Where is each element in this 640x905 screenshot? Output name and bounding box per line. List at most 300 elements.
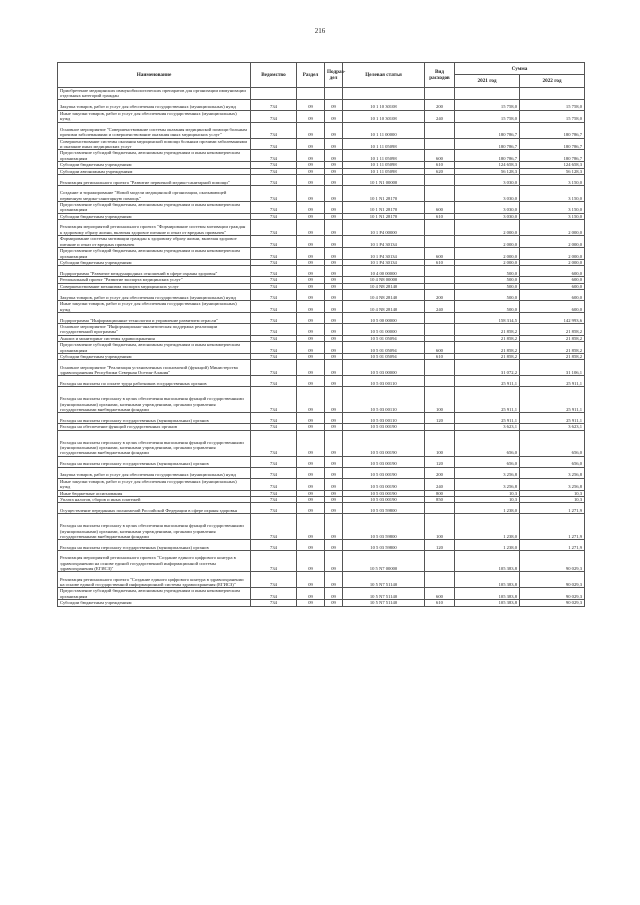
table-row [58,467,585,478]
cell-section: 09 [297,312,325,323]
cell-target: 10 5 00 00000 [343,312,425,323]
table-row [58,342,585,354]
cell-subsection: 09 [325,360,343,376]
cell-amount-2022: 21 858,2 [520,323,585,335]
cell-department: 734 [251,99,297,110]
cell-subsection: 09 [325,290,343,301]
cell-amount-2022: 600,0 [520,290,585,301]
cell-subsection: 09 [325,572,343,588]
cell-target: 10 5 03 00190 [343,456,425,467]
cell-name: Субсидии бюджетным учреждениям [58,600,251,606]
table-row [58,99,585,110]
cell-amount-2021: 105 383,8 [455,600,520,606]
cell-amount-2022: 2 000,0 [520,259,585,265]
table-row [58,88,585,100]
cell-amount-2021: 500,0 [455,301,520,313]
cell-name: Региональный проект "Развитие экспорта медицинских услуг" [58,277,251,283]
cell-name: Предоставление субсидий бюджетным, автономным учреждениям и иным некоммерческим организациям [58,150,251,162]
cell-amount-2021: 10,3 [455,490,520,496]
cell-section: 09 [297,213,325,219]
cell-amount-2022: 90 029,3 [520,588,585,600]
cell-expense-type [425,122,455,138]
cell-amount-2022: 656,0 [520,456,585,467]
cell-subsection: 09 [325,503,343,514]
cell-name: Расходы на обеспечение функций государственных органов [58,424,251,430]
table-row [58,430,585,456]
cell-subsection: 09 [325,323,343,335]
budget-table [57,62,585,607]
cell-target [343,88,425,100]
cell-name: Предоставление субсидий бюджетным, автономным учреждениям и иным некоммерческим организациям [58,588,251,600]
cell-target: 10 5 03 00190 [343,467,425,478]
cell-name: Предоставление субсидий бюджетным, автономным учреждениям и иным некоммерческим организациям [58,202,251,214]
cell-department: 734 [251,540,297,551]
cell-department: 734 [251,335,297,341]
header-year-2022: 2022 год [520,75,585,88]
cell-name: Расходы на выплаты персоналу в целях обеспечения выполнения функций государственными (муниципальными) органами, казенными учреждениями, органами управления государственными внебюджетными фондами [58,514,251,540]
cell-expense-type: 120 [425,540,455,551]
table-body [58,88,585,607]
cell-target: 10 1 N1 28170 [343,202,425,214]
table-row [58,110,585,122]
cell-expense-type [425,266,455,277]
cell-amount-2022: 10,3 [520,497,585,503]
cell-section: 09 [297,266,325,277]
cell-section: 09 [297,490,325,496]
cell-expense-type: 610 [425,162,455,168]
cell-name: Основное мероприятие "Реализация установленных полномочий (функций) Министерства здравоохранения Республики Северная Осетия-Алания" [58,360,251,376]
cell-amount-2022: 600,0 [520,301,585,313]
cell-target: 10 5 03 59800 [343,540,425,551]
cell-name: Иные закупки товаров, работ и услуг для обеспечения государственных (муниципальных) нужд [58,478,251,490]
cell-expense-type: 200 [425,290,455,301]
cell-department: 734 [251,277,297,283]
cell-amount-2022: 31 106,1 [520,360,585,376]
cell-department: 734 [251,110,297,122]
cell-department: 734 [251,342,297,354]
cell-target: 10 1 11 00000 [343,122,425,138]
cell-expense-type: 610 [425,600,455,606]
cell-department: 734 [251,236,297,248]
cell-name: Совершенствование механизма экспорта медицинских услуг [58,283,251,289]
cell-department: 734 [251,168,297,174]
cell-department [251,88,297,100]
cell-department: 734 [251,312,297,323]
table-row [58,290,585,301]
cell-department: 734 [251,430,297,456]
cell-name: Закупка товаров, работ и услуг для обеспечения государственных (муниципальных) нужд [58,290,251,301]
cell-amount-2021: 180 786,7 [455,122,520,138]
cell-target: 10 5 03 00190 [343,490,425,496]
header-expense-type: Вид расходов [425,63,455,88]
cell-amount-2022: 15 758,0 [520,99,585,110]
cell-amount-2022: 25 911,1 [520,376,585,387]
table-row [58,514,585,540]
cell-subsection: 09 [325,277,343,283]
cell-subsection: 09 [325,467,343,478]
cell-name: Анализ и мониторинг системы здравоохранения [58,335,251,341]
cell-section: 09 [297,99,325,110]
cell-amount-2021: 3 030,0 [455,186,520,202]
cell-subsection: 09 [325,430,343,456]
cell-section: 09 [297,360,325,376]
cell-section: 09 [297,248,325,260]
table-row [58,376,585,387]
cell-amount-2022: 25 911,1 [520,413,585,424]
cell-department: 734 [251,387,297,413]
table-row [58,323,585,335]
header-amount: Сумма [455,63,585,75]
cell-section: 09 [297,122,325,138]
cell-section: 09 [297,283,325,289]
cell-target: 10 1 N1 28170 [343,186,425,202]
cell-section: 09 [297,540,325,551]
cell-expense-type [425,323,455,335]
cell-subsection: 09 [325,236,343,248]
cell-subsection: 09 [325,202,343,214]
table-row [58,540,585,551]
cell-expense-type: 120 [425,413,455,424]
table-row [58,456,585,467]
cell-target: 10 4 N8 28140 [343,283,425,289]
cell-section: 09 [297,110,325,122]
cell-subsection: 09 [325,376,343,387]
cell-amount-2022: 180 786,7 [520,122,585,138]
cell-amount-2021: 25 911,1 [455,413,520,424]
cell-section: 09 [297,503,325,514]
cell-section: 09 [297,572,325,588]
cell-name: Субсидии бюджетным учреждениям [58,162,251,168]
cell-name: Основное мероприятие "Совершенствование системы оказания медицинской помощи больным прочими заболеваниями и совершенствование оказания иных медицинских услуг" [58,122,251,138]
cell-amount-2021: 2 000,0 [455,259,520,265]
cell-section: 09 [297,335,325,341]
table-header [58,63,585,88]
cell-expense-type: 200 [425,467,455,478]
cell-department: 734 [251,376,297,387]
cell-subsection: 09 [325,162,343,168]
cell-subsection: 09 [325,540,343,551]
cell-amount-2022: 1 271,9 [520,514,585,540]
table-row [58,248,585,260]
cell-department: 734 [251,490,297,496]
cell-department: 734 [251,162,297,168]
cell-target: 10 4 00 00000 [343,266,425,277]
cell-target: 10 1 P4 30134 [343,259,425,265]
cell-amount-2021: 1 238,0 [455,540,520,551]
cell-expense-type: 240 [425,110,455,122]
cell-amount-2021: 21 858,2 [455,353,520,359]
cell-amount-2021: 500,0 [455,283,520,289]
cell-expense-type: 600 [425,588,455,600]
cell-amount-2022: 3 256,8 [520,467,585,478]
cell-expense-type [425,572,455,588]
cell-amount-2022: 90 029,3 [520,600,585,606]
cell-name: Расходы на выплаты по оплате труда работников государственных органов [58,376,251,387]
cell-section: 09 [297,413,325,424]
cell-department: 734 [251,588,297,600]
cell-amount-2021: 500,0 [455,290,520,301]
cell-department: 734 [251,138,297,150]
cell-subsection [325,88,343,100]
cell-target: 10 4 N8 28140 [343,290,425,301]
cell-name: Субсидии автономным учреждениям [58,168,251,174]
cell-expense-type [425,138,455,150]
cell-name: Предоставление субсидий бюджетным, автономным учреждениям и иным некоммерческим организациям [58,342,251,354]
cell-section: 09 [297,467,325,478]
cell-name: Осуществление переданных полномочий Российской Федерации в сфере охраны здоровья [58,503,251,514]
cell-subsection: 09 [325,168,343,174]
cell-subsection: 09 [325,588,343,600]
cell-target: 10 5 N7 51140 [343,572,425,588]
cell-target: 10 5 03 00190 [343,478,425,490]
cell-section: 09 [297,259,325,265]
cell-amount-2022: 600,0 [520,266,585,277]
cell-amount-2022: 3 256,8 [520,478,585,490]
cell-amount-2021: 1 238,0 [455,514,520,540]
cell-amount-2022: 2 000,0 [520,248,585,260]
cell-amount-2021: 105 383,8 [455,551,520,572]
cell-department: 734 [251,467,297,478]
cell-department: 734 [251,266,297,277]
cell-target: 10 1 10 30108 [343,110,425,122]
cell-amount-2021: 3 030,0 [455,175,520,186]
cell-target: 10 5 N7 51140 [343,600,425,606]
cell-expense-type: 610 [425,353,455,359]
cell-target: 10 5 03 00190 [343,430,425,456]
cell-subsection: 09 [325,248,343,260]
cell-section: 09 [297,551,325,572]
cell-amount-2021: 656,0 [455,430,520,456]
cell-target: 10 5 03 00000 [343,360,425,376]
cell-amount-2022: 3 623,1 [520,424,585,430]
cell-department: 734 [251,514,297,540]
cell-department: 734 [251,478,297,490]
cell-department: 734 [251,353,297,359]
cell-department: 734 [251,503,297,514]
cell-subsection: 09 [325,186,343,202]
cell-name: Реализация регионального проекта "Создание единого цифрового контура в здравоохранении на основе единой государственной информационной системы здравоохранения (ЕГИСЗ)" [58,572,251,588]
cell-target: 10 5 N7 51140 [343,588,425,600]
cell-section: 09 [297,220,325,236]
cell-section: 09 [297,162,325,168]
cell-target: 10 1 11 05098 [343,168,425,174]
cell-expense-type [425,503,455,514]
table-row [58,236,585,248]
cell-name: Закупка товаров, работ и услуг для обеспечения государственных (муниципальных) нужд [58,99,251,110]
cell-expense-type [425,360,455,376]
cell-amount-2022: 180 786,7 [520,138,585,150]
cell-amount-2021: 105 383,8 [455,588,520,600]
cell-section: 09 [297,290,325,301]
cell-subsection: 09 [325,497,343,503]
cell-name: Формирование системы мотивации граждан к здоровому образу жизни, включая здоровое питание и отказ от вредных привычек [58,236,251,248]
cell-expense-type: 600 [425,150,455,162]
cell-amount-2022: 1 271,9 [520,503,585,514]
header-target: Целевая статья [343,63,425,88]
table-row [58,312,585,323]
table-row [58,600,585,606]
cell-target: 10 5 01 05094 [343,335,425,341]
cell-name: Реализация мероприятий регионального проекта "Создание единого цифрового контура в здравоохранении на основе единой государственной информационной системы здравоохранения (ЕГИСЗ)" [58,551,251,572]
cell-target: 10 4 N8 28140 [343,301,425,313]
table-row [58,202,585,214]
cell-amount-2022: 656,0 [520,430,585,456]
cell-subsection: 09 [325,335,343,341]
cell-section: 09 [297,387,325,413]
cell-name: Субсидии бюджетным учреждениям [58,353,251,359]
cell-subsection: 09 [325,220,343,236]
cell-expense-type: 610 [425,259,455,265]
cell-amount-2022: 600,0 [520,283,585,289]
cell-department: 734 [251,186,297,202]
cell-target: 10 5 01 00000 [343,323,425,335]
cell-expense-type: 200 [425,99,455,110]
header-section: Раздел [297,63,325,88]
cell-name: Реализация мероприятий регионального проекта "Формирование системы мотивации граждан к здоровому образу жизни, включая здоровое питание и отказ от вредных привычек" [58,220,251,236]
cell-expense-type: 850 [425,497,455,503]
table-row [58,413,585,424]
cell-department: 734 [251,456,297,467]
cell-department: 734 [251,202,297,214]
cell-section: 09 [297,430,325,456]
cell-section: 09 [297,236,325,248]
cell-amount-2022: 3 150,0 [520,213,585,219]
cell-target: 10 5 03 59800 [343,503,425,514]
cell-subsection: 09 [325,213,343,219]
cell-subsection: 09 [325,490,343,496]
cell-name: Расходы на выплаты персоналу в целях обеспечения выполнения функций государственными (муниципальными) органами, казенными учреждениями, органами управления государственными внебюджетными фондами [58,387,251,413]
header-name: Наименование [58,63,251,88]
cell-section: 09 [297,277,325,283]
cell-amount-2021: 180 786,7 [455,138,520,150]
cell-subsection: 09 [325,387,343,413]
cell-amount-2022: 1 271,9 [520,540,585,551]
cell-expense-type: 100 [425,387,455,413]
cell-amount-2021: 25 911,1 [455,376,520,387]
table-row [58,503,585,514]
cell-subsection: 09 [325,99,343,110]
cell-name: Совершенствование системы оказания медицинской помощи больным прочими заболеваниями и оказание иных медицинских услуг [58,138,251,150]
cell-section: 09 [297,150,325,162]
cell-amount-2021: 1 238,0 [455,503,520,514]
cell-amount-2022: 56 128,3 [520,168,585,174]
cell-expense-type [425,220,455,236]
cell-section: 09 [297,138,325,150]
cell-section: 09 [297,600,325,606]
cell-name: Подпрограмма "Информационные технологии и управление развитием отрасли" [58,312,251,323]
cell-target: 10 5 03 00110 [343,376,425,387]
cell-expense-type: 600 [425,248,455,260]
cell-amount-2021: 124 658,3 [455,162,520,168]
cell-section: 09 [297,353,325,359]
cell-section: 09 [297,301,325,313]
cell-amount-2021: 180 786,7 [455,150,520,162]
cell-subsection: 09 [325,283,343,289]
cell-subsection: 09 [325,122,343,138]
cell-subsection: 09 [325,175,343,186]
cell-expense-type [425,312,455,323]
cell-amount-2021: 105 383,8 [455,572,520,588]
cell-target: 10 5 N7 00000 [343,551,425,572]
cell-subsection: 09 [325,266,343,277]
cell-name: Подпрограмма "Развитие международных отношений в сфере охраны здоровья" [58,266,251,277]
cell-amount-2022: 90 029,3 [520,551,585,572]
cell-section: 09 [297,514,325,540]
header-department: Ведомство [251,63,297,88]
cell-expense-type [425,88,455,100]
cell-subsection: 09 [325,413,343,424]
cell-amount-2022: 180 786,7 [520,150,585,162]
cell-target: 10 5 03 00110 [343,387,425,413]
cell-amount-2022: 3 150,0 [520,175,585,186]
cell-name: Расходы на выплаты персоналу государственных (муниципальных) органов [58,540,251,551]
table-row [58,387,585,413]
cell-target: 10 1 11 05098 [343,150,425,162]
cell-amount-2021: 10,3 [455,497,520,503]
cell-subsection: 09 [325,301,343,313]
cell-department: 734 [251,175,297,186]
table-row [58,588,585,600]
cell-section: 09 [297,323,325,335]
cell-expense-type [425,551,455,572]
cell-section: 09 [297,342,325,354]
cell-department: 734 [251,323,297,335]
cell-amount-2022: 124 658,3 [520,162,585,168]
cell-target: 10 5 01 05094 [343,353,425,359]
cell-subsection: 09 [325,514,343,540]
cell-subsection: 09 [325,138,343,150]
cell-amount-2021: 3 030,0 [455,202,520,214]
table-row [58,551,585,572]
cell-section: 09 [297,497,325,503]
cell-name: Расходы на выплаты персоналу государственных (муниципальных) органов [58,456,251,467]
cell-subsection: 09 [325,312,343,323]
cell-target: 10 5 03 00190 [343,497,425,503]
cell-target: 10 5 03 00110 [343,413,425,424]
cell-amount-2022: 142 993,6 [520,312,585,323]
cell-amount-2022: 3 150,0 [520,202,585,214]
cell-section [297,88,325,100]
cell-department: 734 [251,551,297,572]
cell-target: 10 1 11 05098 [343,138,425,150]
cell-amount-2021: 3 030,0 [455,213,520,219]
cell-section: 09 [297,376,325,387]
cell-name: Предоставление субсидий бюджетным, автономным учреждениям и иным некоммерческим организациям [58,248,251,260]
table-row [58,266,585,277]
cell-expense-type: 120 [425,456,455,467]
cell-name: Субсидии бюджетным учреждениям [58,259,251,265]
cell-expense-type: 240 [425,478,455,490]
cell-expense-type: 100 [425,514,455,540]
table-row [58,301,585,313]
cell-name: Расходы на выплаты персоналу государственных (муниципальных) органов [58,413,251,424]
cell-expense-type [425,376,455,387]
cell-target: 10 1 P4 00000 [343,220,425,236]
cell-expense-type [425,186,455,202]
cell-amount-2022: 25 911,1 [520,387,585,413]
cell-target: 10 1 P4 30134 [343,248,425,260]
cell-department: 734 [251,150,297,162]
cell-expense-type: 800 [425,490,455,496]
cell-target: 10 1 N1 00000 [343,175,425,186]
cell-amount-2021: 500,0 [455,277,520,283]
cell-department: 734 [251,290,297,301]
cell-subsection: 09 [325,110,343,122]
cell-amount-2021: 656,0 [455,456,520,467]
cell-department: 734 [251,213,297,219]
cell-department: 734 [251,248,297,260]
cell-amount-2021: 3 256,8 [455,467,520,478]
